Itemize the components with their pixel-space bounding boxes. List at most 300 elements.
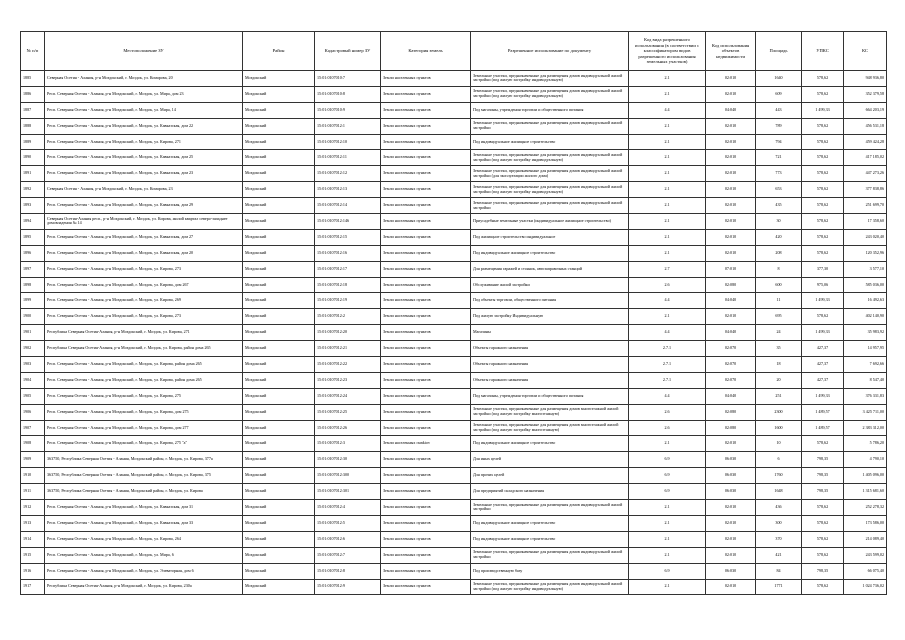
cell-number: 1914 — [21, 531, 45, 547]
cell-upks: 578,62 — [802, 309, 844, 325]
cell-permitted-use: Земельные участки, предназначенные для размещения домов индивидуальной жилой застройки (под жилую застройку индивидуальную) — [471, 182, 629, 198]
cell-upks: 1 489,57 — [802, 404, 844, 420]
cell-location: Респ. Северная Осетия - Алания, р-н Моздокский, г. Моздок, ул. Кирова, дом 277 — [45, 420, 243, 436]
table-row — [21, 182, 887, 198]
cell-area: 773 — [756, 166, 802, 182]
cell-cadastral-number: 15:01:0107012:11 — [315, 150, 381, 166]
cell-area: 35 — [756, 341, 802, 357]
cell-land-category: Земли населенных пунктов — [381, 198, 471, 214]
cell-permitted-use: Земельные участки, предназначенные для размещения домов индивидуальной жилой застройки (для эксплуатации жилого дома) — [471, 166, 629, 182]
cell-upks: 975,06 — [802, 277, 844, 293]
cell-object-use-code: 02:010 — [706, 309, 756, 325]
cell-location: Респ. Северная Осетия - Алания, р-н Моздокский, г. Моздок, ул. Кирова, 269 — [45, 293, 243, 309]
cell-permitted-use: Для прочих целей — [471, 468, 629, 484]
cell-object-use-code: 06:030 — [706, 468, 756, 484]
cell-use-code: 2.1 — [629, 309, 706, 325]
cell-permitted-use: Земельные участки, предназначенные для размещения домов индивидуальной жилой застройки (под жилую застройку индивидуальную) — [471, 71, 629, 87]
cell-district: Моздокский — [243, 86, 315, 102]
cell-location: Респ. Северная Осетия - Алания, р-н Моздокский, г. Моздок, ул. Кирова, район дома 265 — [45, 372, 243, 388]
cell-location: Респ. Северная Осетия - Алания, р-н Моздокский, г. Моздок, ул. Кирова, 273 — [45, 309, 243, 325]
cell-permitted-use: Земельные участки, предназначенные для размещения домов индивидуальной жилой застройки (под жилую застройку индивидуальную) — [471, 86, 629, 102]
cell-use-code: 2.1 — [629, 515, 706, 531]
cell-cadastral-number: 15:01:0107012:9 — [315, 579, 381, 595]
cell-number: 1902 — [21, 341, 45, 357]
cell-use-code: 6.9 — [629, 468, 706, 484]
cell-object-use-code: 02:010 — [706, 245, 756, 261]
cell-ks: 1 315 681,60 — [844, 484, 887, 500]
cell-cadastral-number: 15:01:0107012:6 — [315, 531, 381, 547]
cell-district: Моздокский — [243, 309, 315, 325]
cell-number: 1891 — [21, 166, 45, 182]
cell-district: Моздокский — [243, 325, 315, 341]
cell-land-category: Земли населенных пунктов — [381, 484, 471, 500]
cell-area: 653 — [756, 182, 802, 198]
cell-area: 1648 — [756, 484, 802, 500]
cell-number: 1886 — [21, 86, 45, 102]
cell-location: Респ. Северная Осетия - Алания, р-н Моздокский, г. Моздок, ул. Элеваторная, дом 6 — [45, 563, 243, 579]
cell-cadastral-number: 15:01:0107012:3 — [315, 436, 381, 452]
cell-upks: 578,62 — [802, 245, 844, 261]
cell-cadastral-number: 15:01:0107012:18 — [315, 277, 381, 293]
cell-area: 2300 — [756, 404, 802, 420]
cell-use-code: 2.6 — [629, 277, 706, 293]
cell-area: 8 — [756, 261, 802, 277]
cell-land-category: Земли населенных пунктов — [381, 229, 471, 245]
cell-number: 1899 — [21, 293, 45, 309]
cell-permitted-use: Под жилищное строительство индивидуальное — [471, 229, 629, 245]
cell-number: 1905 — [21, 388, 45, 404]
cell-area: 721 — [756, 150, 802, 166]
table-row — [21, 420, 887, 436]
cell-use-code: 4.4 — [629, 293, 706, 309]
cell-upks: 1 499,33 — [802, 293, 844, 309]
cell-ks: 3 577,10 — [844, 261, 887, 277]
table-row — [21, 71, 887, 87]
cell-permitted-use: Под объекты торговли, общественного питания — [471, 293, 629, 309]
cell-permitted-use: Земельные участки, предназначенные для размещения домов индивидуальной жилой застройки — [471, 198, 629, 214]
cell-area: 600 — [756, 277, 802, 293]
land-registry-table — [20, 31, 887, 595]
cell-area: 1760 — [756, 468, 802, 484]
cell-permitted-use: Объекты гаражного назначения — [471, 372, 629, 388]
table-row — [21, 484, 887, 500]
cell-ks: 585 036,00 — [844, 277, 887, 293]
cell-permitted-use: Для размещения гаражей и стоянок, автозаправочных станций — [471, 261, 629, 277]
cell-object-use-code: 04:040 — [706, 293, 756, 309]
cell-object-use-code: 02:080 — [706, 404, 756, 420]
cell-cadastral-number: 15:01:0107012:8 — [315, 563, 381, 579]
cell-location: Республика Северная Осетия-Алания, р-н Моздокский, г. Моздок, ул. Кирова, 271 — [45, 325, 243, 341]
cell-district: Моздокский — [243, 357, 315, 373]
cell-use-code: 2.1 — [629, 436, 706, 452]
cell-use-code: 2.1 — [629, 71, 706, 87]
cell-ks: 66 075,40 — [844, 563, 887, 579]
document-page — [20, 31, 886, 595]
cell-number: 1887 — [21, 102, 45, 118]
cell-upks: 578,62 — [802, 214, 844, 230]
cell-land-category: Земли населенных пунктов — [381, 579, 471, 595]
cell-object-use-code: 02:010 — [706, 229, 756, 245]
cell-ks: 417 185,02 — [844, 150, 887, 166]
cell-district: Моздокский — [243, 118, 315, 134]
cell-location: Респ. Северная Осетия - Алания, р-н Моздокский, г. Моздок, ул. Мира, 14 — [45, 102, 243, 118]
cell-number: 1901 — [21, 325, 45, 341]
cell-cadastral-number: 15:01:0107012:301 — [315, 484, 381, 500]
cell-ks: 4 790,10 — [844, 452, 887, 468]
cell-district: Моздокский — [243, 134, 315, 150]
table-row — [21, 341, 887, 357]
table-row — [21, 515, 887, 531]
cell-area: 609 — [756, 86, 802, 102]
cell-object-use-code: 02:080 — [706, 420, 756, 436]
cell-land-category: Земли населенных пунктов — [381, 420, 471, 436]
cell-ks: 7 692,66 — [844, 357, 887, 373]
table-row — [21, 563, 887, 579]
cell-cadastral-number: 15:01:0107010:9 — [315, 102, 381, 118]
table-row — [21, 452, 887, 468]
cell-cadastral-number: 15:01:0107012:22 — [315, 357, 381, 373]
table-row — [21, 309, 887, 325]
cell-area: 789 — [756, 118, 802, 134]
cell-location: Республика Северная Осетия-Алания, р-н Моздокский, г. Моздок, ул. Кирова, 230а — [45, 579, 243, 595]
cell-location: 363750, Республика Северная Осетия - Алания, Моздокский район, г. Моздок, ул. Кирова, 375 — [45, 468, 243, 484]
cell-object-use-code: 02:010 — [706, 71, 756, 87]
cell-cadastral-number: 15:01:0107010:8 — [315, 86, 381, 102]
cell-upks: 578,62 — [802, 118, 844, 134]
cell-location: Респ. Северная Осетия - Алания, р-н Моздокский, г. Моздок, ул. Кавказская, дом 22 — [45, 118, 243, 134]
cell-district: Моздокский — [243, 547, 315, 563]
cell-land-category: Земли населенных пунктов — [381, 357, 471, 373]
col-header-object-use-code: Код использования объектов недвижимости — [706, 32, 756, 71]
cell-location: Респ. Северная Осетия - Алания, р-н Моздокский, г. Моздок, ул. Кирова, район дома 265 — [45, 357, 243, 373]
cell-upks: 798,35 — [802, 452, 844, 468]
cell-upks: 578,62 — [802, 86, 844, 102]
cell-cadastral-number: 15:01:0107012:17 — [315, 261, 381, 277]
cell-object-use-code: 02:010 — [706, 150, 756, 166]
cell-use-code: 2.1 — [629, 245, 706, 261]
cell-permitted-use: Объекты гаражного назначения — [471, 357, 629, 373]
cell-object-use-code: 02:010 — [706, 182, 756, 198]
cell-use-code: 2.1 — [629, 547, 706, 563]
cell-district: Моздокский — [243, 293, 315, 309]
cell-land-category: Земли населенных пунктов — [381, 372, 471, 388]
cell-number: 1900 — [21, 309, 45, 325]
cell-permitted-use: Под индивидуальное жилищное строительство — [471, 245, 629, 261]
cell-district: Моздокский — [243, 484, 315, 500]
cell-cadastral-number: 15:01:0107010:7 — [315, 71, 381, 87]
cell-permitted-use: Объекты гаражного назначения — [471, 341, 629, 357]
cell-district: Моздокский — [243, 102, 315, 118]
cell-number: 1895 — [21, 229, 45, 245]
cell-land-category: Земли населенных пунктов — [381, 277, 471, 293]
cell-permitted-use: Под магазины, учреждения торговли и общественного питания — [471, 102, 629, 118]
col-header-district: Район — [243, 32, 315, 71]
cell-use-code: 2.1 — [629, 150, 706, 166]
cell-district: Моздокский — [243, 277, 315, 293]
cell-upks: 578,62 — [802, 500, 844, 516]
cell-object-use-code: 02:010 — [706, 579, 756, 595]
cell-cadastral-number: 15:01:0107012:146 — [315, 214, 381, 230]
cell-use-code: 2.1 — [629, 229, 706, 245]
cell-object-use-code: 02:010 — [706, 118, 756, 134]
cell-cadastral-number: 15:01:0107012:23 — [315, 372, 381, 388]
cell-cadastral-number: 15:01:0107012:15 — [315, 229, 381, 245]
cell-object-use-code: 02:010 — [706, 531, 756, 547]
cell-area: 794 — [756, 134, 802, 150]
cell-area: 11 — [756, 293, 802, 309]
cell-location: 363750, Республика Северная Осетия - Алания, Моздокский район, г. Моздок, ул. Кирова, 377а — [45, 452, 243, 468]
cell-land-category: Земли населенных пunktov — [381, 436, 471, 452]
cell-use-code: 2.7 — [629, 261, 706, 277]
cell-ks: 2 383 312,00 — [844, 420, 887, 436]
col-header-upks: УПКС — [802, 32, 844, 71]
cell-ks: 251 699,70 — [844, 198, 887, 214]
cell-district: Моздокский — [243, 563, 315, 579]
cell-permitted-use: Под индивидуальное жилищное строительство — [471, 134, 629, 150]
cell-area: 1640 — [756, 71, 802, 87]
cell-use-code: 6.9 — [629, 563, 706, 579]
cell-permitted-use: Обслуживание жилой застройки — [471, 277, 629, 293]
cell-cadastral-number: 15:01:0107012:1 — [315, 118, 381, 134]
cell-district: Моздокский — [243, 229, 315, 245]
cell-cadastral-number: 15:01:0107012:10 — [315, 134, 381, 150]
cell-location: Респ. Северная Осетия - Алания, р-н Моздокский, г. Моздок, ул. Кирова, 275 "а" — [45, 436, 243, 452]
cell-permitted-use: Земельные участки, предназначенные для размещения домов многоэтажной жилой застройки (под жилую застройку многоэтажную) — [471, 420, 629, 436]
cell-cadastral-number: 15:01:0107012:19 — [315, 293, 381, 309]
cell-location: Республика Северная Осетия-Алания, р-н Моздокский, г. Моздок, ул. Кирова, район дома 265 — [45, 341, 243, 357]
cell-district: Моздокский — [243, 420, 315, 436]
header-row — [21, 32, 887, 71]
cell-upks: 427,37 — [802, 372, 844, 388]
cell-cadastral-number: 15:01:0107012:300 — [315, 468, 381, 484]
cell-ks: 14 957,95 — [844, 341, 887, 357]
cell-upks: 578,62 — [802, 71, 844, 87]
cell-use-code: 2.6 — [629, 420, 706, 436]
cell-permitted-use: Земельные участки, предназначенные для размещения домов индивидуальной жилой застройки (под жилую застройку индивидуальную) — [471, 150, 629, 166]
cell-object-use-code: 06:030 — [706, 452, 756, 468]
cell-upks: 578,62 — [802, 134, 844, 150]
cell-permitted-use: Магазины — [471, 325, 629, 341]
cell-ks: 243 020,40 — [844, 229, 887, 245]
col-header-number: № п/п — [21, 32, 45, 71]
table-row — [21, 436, 887, 452]
cell-area: 10 — [756, 436, 802, 452]
table-row — [21, 293, 887, 309]
cell-ks: 8 547,40 — [844, 372, 887, 388]
cell-land-category: Земли населенных пунктов — [381, 563, 471, 579]
cell-use-code: 2.1 — [629, 182, 706, 198]
cell-cadastral-number: 15:01:0107012:13 — [315, 182, 381, 198]
cell-area: 420 — [756, 229, 802, 245]
cell-use-code: 4.4 — [629, 388, 706, 404]
col-header-location: Местоположение ЗУ — [45, 32, 243, 71]
cell-use-code: 2.1 — [629, 579, 706, 595]
cell-use-code: 2.7.1 — [629, 357, 706, 373]
cell-upks: 578,62 — [802, 150, 844, 166]
cell-land-category: Земли населенных пунктов — [381, 325, 471, 341]
cell-ks: 35 983,92 — [844, 325, 887, 341]
cell-object-use-code: 02:070 — [706, 357, 756, 373]
cell-number: 1906 — [21, 404, 45, 420]
cell-use-code: 2.1 — [629, 86, 706, 102]
cell-ks: 948 936,80 — [844, 71, 887, 87]
cell-cadastral-number: 15:01:0107012:16 — [315, 245, 381, 261]
cell-permitted-use: Для иных целей — [471, 452, 629, 468]
cell-land-category: Земли населенных пунктов — [381, 86, 471, 102]
cell-upks: 798,35 — [802, 468, 844, 484]
cell-area: 251 — [756, 388, 802, 404]
cell-number: 1916 — [21, 563, 45, 579]
cell-ks: 402 140,90 — [844, 309, 887, 325]
cell-permitted-use: Под магазины, учреждения торговли и общественного питания — [471, 388, 629, 404]
cell-permitted-use: Под жилую застройку Индивидуальную — [471, 309, 629, 325]
table-row — [21, 547, 887, 563]
cell-ks: 120 352,96 — [844, 245, 887, 261]
cell-object-use-code: 02:010 — [706, 166, 756, 182]
cell-permitted-use: Для предприятий складского назначения — [471, 484, 629, 500]
cell-district: Моздокский — [243, 261, 315, 277]
cell-location: Респ. Северная Осетия - Алания, р-н Моздокский, г. Моздок, ул. Кирова, дом 267 — [45, 277, 243, 293]
cell-number: 1913 — [21, 515, 45, 531]
cell-permitted-use: Приусадебные земельные участки (индивидуальное жилищное строительство) — [471, 214, 629, 230]
cell-upks: 578,62 — [802, 166, 844, 182]
col-header-area: Площадь — [756, 32, 802, 71]
cell-land-category: Земли населенных пунктов — [381, 118, 471, 134]
cell-district: Моздокский — [243, 500, 315, 516]
cell-number: 1892 — [21, 182, 45, 198]
cell-permitted-use: Земельные участки, предназначенные для размещения домов индивидуальной жилой застройки — [471, 118, 629, 134]
cell-land-category: Земли населенных пунктов — [381, 468, 471, 484]
cell-district: Моздокский — [243, 436, 315, 452]
cell-ks: 1 405 096,00 — [844, 468, 887, 484]
cell-ks: 5 786,20 — [844, 436, 887, 452]
cell-ks: 17 358,60 — [844, 214, 887, 230]
cell-number: 1907 — [21, 420, 45, 436]
cell-district: Моздокский — [243, 214, 315, 230]
cell-location: 363750, Республика Северная Осетия - Алания, Моздокский район, г. Моздок, ул. Кирова — [45, 484, 243, 500]
col-header-ks: КС — [844, 32, 887, 71]
cell-number: 1896 — [21, 245, 45, 261]
col-header-land-category: Категория земель — [381, 32, 471, 71]
cell-use-code: 2.7.1 — [629, 372, 706, 388]
cell-area: 421 — [756, 547, 802, 563]
cell-number: 1885 — [21, 71, 45, 87]
table-row — [21, 214, 887, 230]
cell-land-category: Земли населенных пунктов — [381, 531, 471, 547]
cell-area: 6 — [756, 452, 802, 468]
cell-object-use-code: 02:010 — [706, 86, 756, 102]
cell-location: Респ. Северная Осетия - Алания, р-н Моздокский, г. Моздок, ул. Кавказская, дом 29 — [45, 198, 243, 214]
cell-land-category: Земли населенных пунктов — [381, 182, 471, 198]
table-row — [21, 357, 887, 373]
cell-number: 1908 — [21, 436, 45, 452]
cell-area: 208 — [756, 245, 802, 261]
cell-object-use-code: 06:030 — [706, 563, 756, 579]
cell-ks: 376 331,83 — [844, 388, 887, 404]
cell-land-category: Земли населенных пунктов — [381, 71, 471, 87]
cell-land-category: Земли населенных пунктов — [381, 293, 471, 309]
cell-location: Респ. Северная Осетия - Алания, р-н Моздокский, г. Моздок, ул. Мира, дом 23 — [45, 86, 243, 102]
table-row — [21, 372, 887, 388]
cell-use-code: 2.1 — [629, 531, 706, 547]
cell-district: Моздокский — [243, 341, 315, 357]
cell-upks: 578,62 — [802, 229, 844, 245]
cell-district: Моздокский — [243, 245, 315, 261]
table-row — [21, 277, 887, 293]
cell-upks: 377,30 — [802, 261, 844, 277]
cell-ks: 456 531,18 — [844, 118, 887, 134]
cell-number: 1897 — [21, 261, 45, 277]
cell-district: Моздокский — [243, 579, 315, 595]
cell-permitted-use: Земельные участки, предназначенные для размещения домов многоэтажной жилой застройки (под жилую застройку многоэтажную) — [471, 404, 629, 420]
cell-ks: 447 273,26 — [844, 166, 887, 182]
cell-land-category: Земли населенных пунктов — [381, 245, 471, 261]
cell-ks: 214 089,40 — [844, 531, 887, 547]
cell-area: 84 — [756, 563, 802, 579]
cell-use-code: 2.7.1 — [629, 341, 706, 357]
cell-district: Моздокский — [243, 515, 315, 531]
table-row — [21, 198, 887, 214]
cell-district: Моздокский — [243, 150, 315, 166]
cell-cadastral-number: 15:01:0107012:7 — [315, 547, 381, 563]
cell-location: Северная Осетия-Алания респ., р-н Моздокский, г. Моздок, ул. Кирова, жилой квартал северо-западнее домовладения № 14 — [45, 214, 243, 230]
cell-number: 1917 — [21, 579, 45, 595]
cell-upks: 798,35 — [802, 563, 844, 579]
cell-location: Респ. Северная Осетия - Алания, р-н Моздокский, г. Моздок, ул. Кавказская, дом 27 — [45, 229, 243, 245]
cell-district: Моздокский — [243, 182, 315, 198]
cell-permitted-use: Земельные участки, предназначенные для размещения домов индивидуальной жилой застройки (под жилую застройку индивидуальную) — [471, 579, 629, 595]
cell-area: 370 — [756, 531, 802, 547]
cell-location: Респ. Северная Осетия - Алания, р-н Моздокский, г. Моздок, ул. Кирова, 275 — [45, 388, 243, 404]
cell-use-code: 2.6 — [629, 404, 706, 420]
cell-area: 1771 — [756, 579, 802, 595]
cell-use-code: 2.1 — [629, 134, 706, 150]
cell-location: Респ. Северная Осетия - Алания, р-н Моздокский, г. Моздок, ул. Кирова, 264 — [45, 531, 243, 547]
cell-area: 443 — [756, 102, 802, 118]
cell-land-category: Земли населенных пунктов — [381, 388, 471, 404]
cell-location: Респ. Северная Осетия - Алания, р-н Моздокский, г. Моздок, ул. Кавказская, дом 33 — [45, 515, 243, 531]
cell-ks: 664 203,19 — [844, 102, 887, 118]
cell-location: Респ. Северная Осетия - Алания, р-н Моздокский, г. Моздок, ул. Кавказская, дом 31 — [45, 500, 243, 516]
cell-land-category: Земли населенных пунктов — [381, 547, 471, 563]
cell-cadastral-number: 15:01:0107012:26 — [315, 420, 381, 436]
cell-use-code: 2.1 — [629, 118, 706, 134]
table-row — [21, 134, 887, 150]
cell-location: Респ. Северная Осетия - Алания, р-н Моздокский, г. Моздок, ул. Кирова, 273 — [45, 261, 243, 277]
cell-ks: 3 425 711,00 — [844, 404, 887, 420]
cell-area: 435 — [756, 198, 802, 214]
cell-district: Моздокский — [243, 452, 315, 468]
table-row — [21, 245, 887, 261]
cell-number: 1903 — [21, 357, 45, 373]
cell-land-category: Земли населенных пунктов — [381, 261, 471, 277]
cell-district: Моздокский — [243, 372, 315, 388]
cell-number: 1904 — [21, 372, 45, 388]
cell-district: Моздокский — [243, 531, 315, 547]
cell-number: 1909 — [21, 452, 45, 468]
cell-object-use-code: 02:010 — [706, 436, 756, 452]
cell-object-use-code: 02:010 — [706, 214, 756, 230]
cell-land-category: Земли населенных пунктов — [381, 150, 471, 166]
cell-land-category: Земли населенных пунктов — [381, 341, 471, 357]
table-row — [21, 388, 887, 404]
cell-land-category: Земли населенных пунктов — [381, 214, 471, 230]
cell-land-category: Земли населенных пунктов — [381, 500, 471, 516]
table-row — [21, 468, 887, 484]
cell-location: Северная Осетия - Алания, р-н Моздокский, г. Моздок, ул. Комарова, 20 — [45, 71, 243, 87]
cell-land-category: Земли населенных пунктов — [381, 452, 471, 468]
cell-number: 1912 — [21, 500, 45, 516]
